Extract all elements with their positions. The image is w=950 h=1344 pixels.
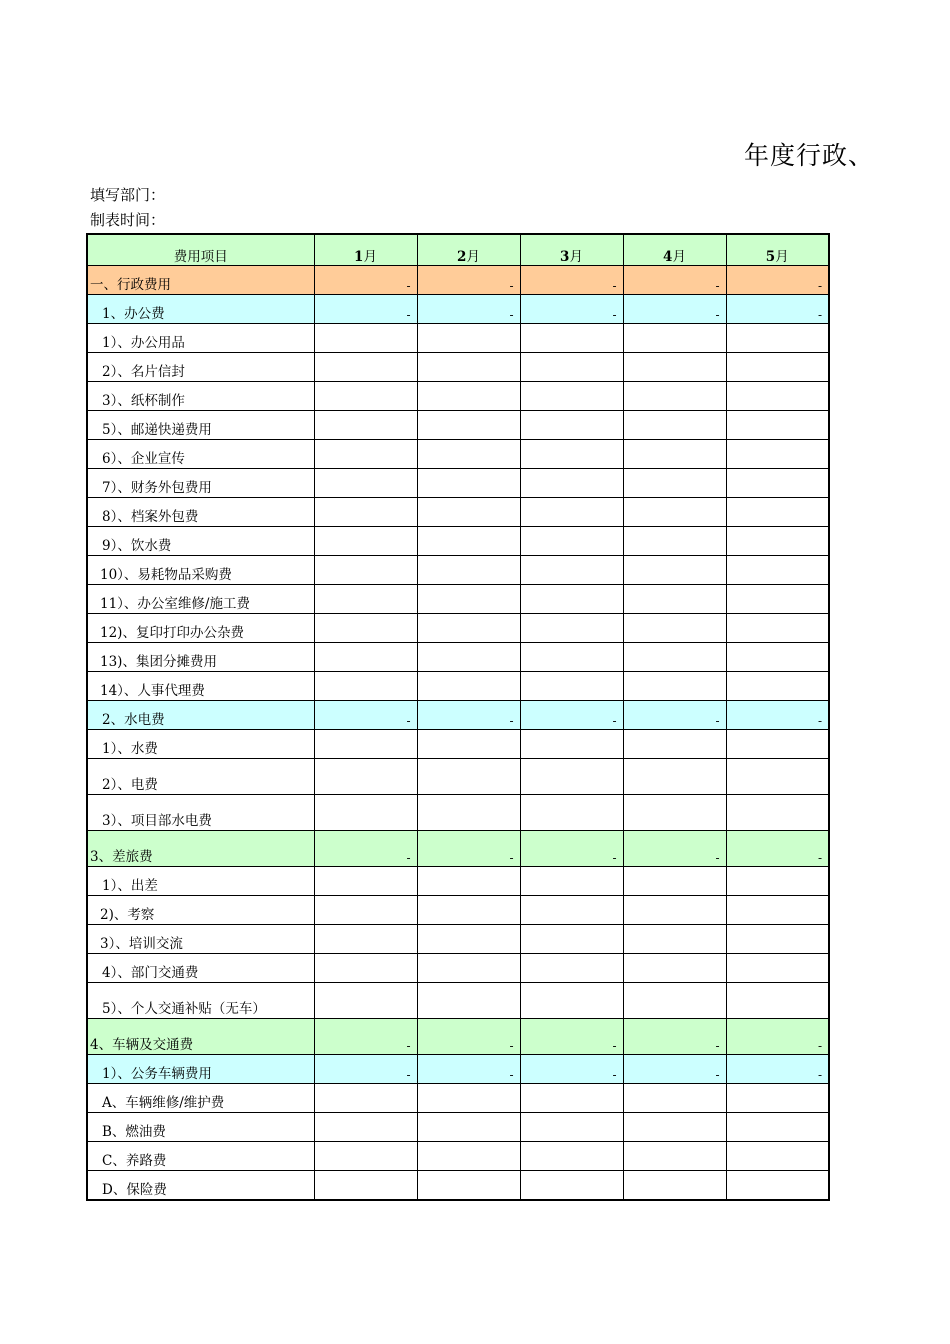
cell-month-1[interactable] [314,1171,417,1200]
cell-month-3[interactable]: - [520,1019,623,1055]
table-row [87,295,829,324]
row-label: 2、水电费 [87,701,314,730]
cell-month-1[interactable]: - [314,1055,417,1084]
row-label: 一、行政费用 [87,266,314,295]
row-label: D、保险费 [87,1171,314,1200]
table-row [87,983,829,1019]
cell-month-4[interactable] [623,672,726,701]
department-label: 填写部门： [90,186,166,204]
cell-month-2[interactable] [417,730,520,759]
cell-month-2[interactable]: - [417,266,520,295]
cell-month-3[interactable] [520,867,623,896]
column-header-month-5: 5月 [726,234,829,266]
cell-month-2[interactable]: - [417,295,520,324]
table-row [87,867,829,896]
cell-month-5[interactable]: - [726,1019,829,1055]
cell-month-5[interactable] [726,556,829,585]
table-row [87,324,829,353]
cell-month-1[interactable] [314,672,417,701]
column-header-month-1: 1月 [314,234,417,266]
cell-month-4[interactable] [623,983,726,1019]
cell-month-5[interactable] [726,643,829,672]
cell-month-5[interactable] [726,324,829,353]
cell-month-1[interactable]: - [314,1019,417,1055]
table-row [87,701,829,730]
cell-month-5[interactable] [726,1084,829,1113]
cell-month-3[interactable]: - [520,1055,623,1084]
cell-month-2[interactable] [417,1084,520,1113]
cell-month-5[interactable] [726,795,829,831]
cell-month-4[interactable]: - [623,831,726,867]
cell-month-2[interactable]: - [417,1019,520,1055]
row-label: B、燃油费 [87,1113,314,1142]
cell-month-3[interactable] [520,643,623,672]
row-label: 1）、出差 [87,867,314,896]
cell-month-4[interactable] [623,353,726,382]
table-row [87,411,829,440]
cell-month-4[interactable]: - [623,1055,726,1084]
row-label: 6）、企业宣传 [87,440,314,469]
cell-month-2[interactable] [417,440,520,469]
cell-month-4[interactable]: - [623,266,726,295]
cell-month-2[interactable] [417,867,520,896]
cell-month-3[interactable]: - [520,701,623,730]
table-row [87,759,829,795]
cell-month-4[interactable] [623,382,726,411]
cell-month-5[interactable] [726,382,829,411]
table-row [87,382,829,411]
cell-month-1[interactable] [314,795,417,831]
cell-month-1[interactable] [314,353,417,382]
table-row [87,795,829,831]
cell-month-4[interactable]: - [623,701,726,730]
cell-month-1[interactable] [314,1084,417,1113]
cell-month-5[interactable] [726,1142,829,1171]
cell-month-2[interactable] [417,954,520,983]
table-row [87,1171,829,1200]
cell-month-1[interactable] [314,730,417,759]
cell-month-2[interactable] [417,324,520,353]
cell-month-4[interactable] [623,896,726,925]
cell-month-4[interactable] [623,440,726,469]
cell-month-1[interactable]: - [314,831,417,867]
table-row [87,954,829,983]
cell-month-3[interactable] [520,469,623,498]
cell-month-1[interactable] [314,411,417,440]
cell-month-5[interactable] [726,498,829,527]
cell-month-4[interactable] [623,925,726,954]
cell-month-2[interactable] [417,795,520,831]
cell-month-3[interactable] [520,672,623,701]
cell-month-3[interactable] [520,1113,623,1142]
cell-month-2[interactable] [417,382,520,411]
row-label: 4、车辆及交通费 [87,1019,314,1055]
cell-month-1[interactable] [314,983,417,1019]
cell-month-1[interactable]: - [314,295,417,324]
cell-month-2[interactable] [417,527,520,556]
cell-month-1[interactable] [314,527,417,556]
cell-month-2[interactable] [417,614,520,643]
cell-month-3[interactable] [520,440,623,469]
cell-month-3[interactable] [520,954,623,983]
row-label: 12)、复印打印办公杂费 [87,614,314,643]
cell-month-2[interactable] [417,585,520,614]
cell-month-4[interactable] [623,1171,726,1200]
column-header-month-4: 4月 [623,234,726,266]
cell-month-3[interactable] [520,556,623,585]
row-label: C、养路费 [87,1142,314,1171]
cell-month-2[interactable] [417,759,520,795]
row-label: 2）、电费 [87,759,314,795]
cell-month-5[interactable]: - [726,1055,829,1084]
cell-month-5[interactable] [726,469,829,498]
column-header-month-3: 3月 [520,234,623,266]
cell-month-5[interactable] [726,411,829,440]
table-row [87,1055,829,1084]
cell-month-1[interactable] [314,556,417,585]
row-label: 2)、考察 [87,896,314,925]
row-label: 4）、部门交通费 [87,954,314,983]
cell-month-3[interactable] [520,527,623,556]
cell-month-1[interactable] [314,867,417,896]
header-row [87,234,829,266]
table-row [87,643,829,672]
cell-month-1[interactable] [314,382,417,411]
cell-month-2[interactable] [417,411,520,440]
cell-month-1[interactable] [314,614,417,643]
cell-month-3[interactable] [520,1084,623,1113]
row-label: 10）、易耗物品采购费 [87,556,314,585]
cell-month-2[interactable] [417,1113,520,1142]
table-row [87,498,829,527]
row-label: 13)、集团分摊费用 [87,643,314,672]
cell-month-3[interactable] [520,1142,623,1171]
cell-month-4[interactable]: - [623,295,726,324]
cell-month-2[interactable] [417,469,520,498]
cell-month-1[interactable] [314,469,417,498]
cell-month-5[interactable] [726,867,829,896]
table-row [87,1142,829,1171]
cell-month-2[interactable] [417,643,520,672]
table-row [87,469,829,498]
row-label: 3）、纸杯制作 [87,382,314,411]
cell-month-2[interactable] [417,498,520,527]
row-label: 2）、名片信封 [87,353,314,382]
row-label: A、车辆维修/维护费 [87,1084,314,1113]
row-label: 1）、公务车辆费用 [87,1055,314,1084]
table-row [87,730,829,759]
cell-month-4[interactable] [623,469,726,498]
column-header-item: 费用项目 [87,234,314,266]
cell-month-3[interactable] [520,324,623,353]
cell-month-1[interactable]: - [314,701,417,730]
cell-month-3[interactable] [520,353,623,382]
cell-month-3[interactable]: - [520,831,623,867]
cell-month-4[interactable] [623,411,726,440]
row-label: 1、办公费 [87,295,314,324]
table-row [87,527,829,556]
row-label: 3、差旅费 [87,831,314,867]
cell-month-5[interactable] [726,527,829,556]
cell-month-4[interactable]: - [623,1019,726,1055]
cell-month-4[interactable] [623,1084,726,1113]
cell-month-4[interactable] [623,498,726,527]
cell-month-3[interactable] [520,614,623,643]
table-row [87,440,829,469]
cell-month-1[interactable] [314,643,417,672]
cell-month-3[interactable] [520,1171,623,1200]
column-header-month-2: 2月 [417,234,520,266]
row-label: 5）、个人交通补贴（无车） [87,983,314,1019]
table-row [87,672,829,701]
cell-month-1[interactable] [314,1113,417,1142]
cell-month-4[interactable] [623,795,726,831]
table-row [87,1019,829,1055]
cell-month-2[interactable] [417,672,520,701]
table-row [87,1084,829,1113]
cell-month-4[interactable] [623,759,726,795]
table-row [87,585,829,614]
cell-month-4[interactable] [623,324,726,353]
cell-month-2[interactable]: - [417,701,520,730]
cell-month-1[interactable] [314,498,417,527]
row-label: 1）、办公用品 [87,324,314,353]
row-label: 14）、人事代理费 [87,672,314,701]
table-row [87,1113,829,1142]
cell-month-1[interactable]: - [314,266,417,295]
table-row [87,925,829,954]
cell-month-4[interactable] [623,527,726,556]
table-row [87,831,829,867]
row-label: 5）、邮递快递费用 [87,411,314,440]
expense-table [86,233,830,1201]
cell-month-4[interactable] [623,1113,726,1142]
cell-month-5[interactable] [726,925,829,954]
row-label: 1）、水费 [87,730,314,759]
cell-month-3[interactable]: - [520,266,623,295]
page-title: 年度行政、 [744,141,875,170]
cell-month-5[interactable] [726,759,829,795]
cell-month-2[interactable] [417,353,520,382]
cell-month-2[interactable]: - [417,1055,520,1084]
table-row [87,896,829,925]
cell-month-2[interactable]: - [417,831,520,867]
table-row [87,556,829,585]
cell-month-5[interactable] [726,672,829,701]
cell-month-5[interactable]: - [726,701,829,730]
cell-month-2[interactable] [417,896,520,925]
cell-month-4[interactable] [623,867,726,896]
cell-month-4[interactable] [623,1142,726,1171]
cell-month-1[interactable] [314,440,417,469]
cell-month-3[interactable] [520,411,623,440]
cell-month-5[interactable]: - [726,831,829,867]
cell-month-2[interactable] [417,983,520,1019]
cell-month-5[interactable] [726,896,829,925]
cell-month-1[interactable] [314,759,417,795]
cell-month-5[interactable] [726,614,829,643]
cell-month-5[interactable] [726,440,829,469]
cell-month-5[interactable]: - [726,266,829,295]
cell-month-4[interactable] [623,585,726,614]
cell-month-1[interactable] [314,925,417,954]
cell-month-2[interactable] [417,1142,520,1171]
cell-month-4[interactable] [623,954,726,983]
row-label: 3）、项目部水电费 [87,795,314,831]
cell-month-1[interactable] [314,954,417,983]
cell-month-3[interactable] [520,896,623,925]
cell-month-4[interactable] [623,730,726,759]
cell-month-5[interactable] [726,1171,829,1200]
cell-month-1[interactable] [314,585,417,614]
cell-month-5[interactable] [726,730,829,759]
cell-month-4[interactable] [623,643,726,672]
cell-month-3[interactable] [520,382,623,411]
cell-month-5[interactable] [726,585,829,614]
row-label: 3）、培训交流 [87,925,314,954]
cell-month-2[interactable] [417,1171,520,1200]
cell-month-4[interactable] [623,556,726,585]
cell-month-3[interactable] [520,795,623,831]
cell-month-4[interactable] [623,614,726,643]
cell-month-1[interactable] [314,324,417,353]
cell-month-1[interactable] [314,1142,417,1171]
table-row [87,266,829,295]
cell-month-5[interactable] [726,353,829,382]
cell-month-5[interactable] [726,983,829,1019]
table-row [87,353,829,382]
cell-month-3[interactable] [520,759,623,795]
cell-month-1[interactable] [314,896,417,925]
cell-month-2[interactable] [417,556,520,585]
cell-month-3[interactable] [520,585,623,614]
row-label: 9）、饮水费 [87,527,314,556]
table-row [87,614,829,643]
row-label: 11）、办公室维修/施工费 [87,585,314,614]
date-label: 制表时间： [90,211,166,229]
cell-month-3[interactable] [520,498,623,527]
row-label: 8）、档案外包费 [87,498,314,527]
cell-month-3[interactable] [520,925,623,954]
cell-month-3[interactable] [520,730,623,759]
cell-month-3[interactable] [520,983,623,1019]
cell-month-3[interactable]: - [520,295,623,324]
row-label: 7）、财务外包费用 [87,469,314,498]
cell-month-5[interactable] [726,954,829,983]
cell-month-2[interactable] [417,925,520,954]
cell-month-5[interactable] [726,1113,829,1142]
cell-month-5[interactable]: - [726,295,829,324]
